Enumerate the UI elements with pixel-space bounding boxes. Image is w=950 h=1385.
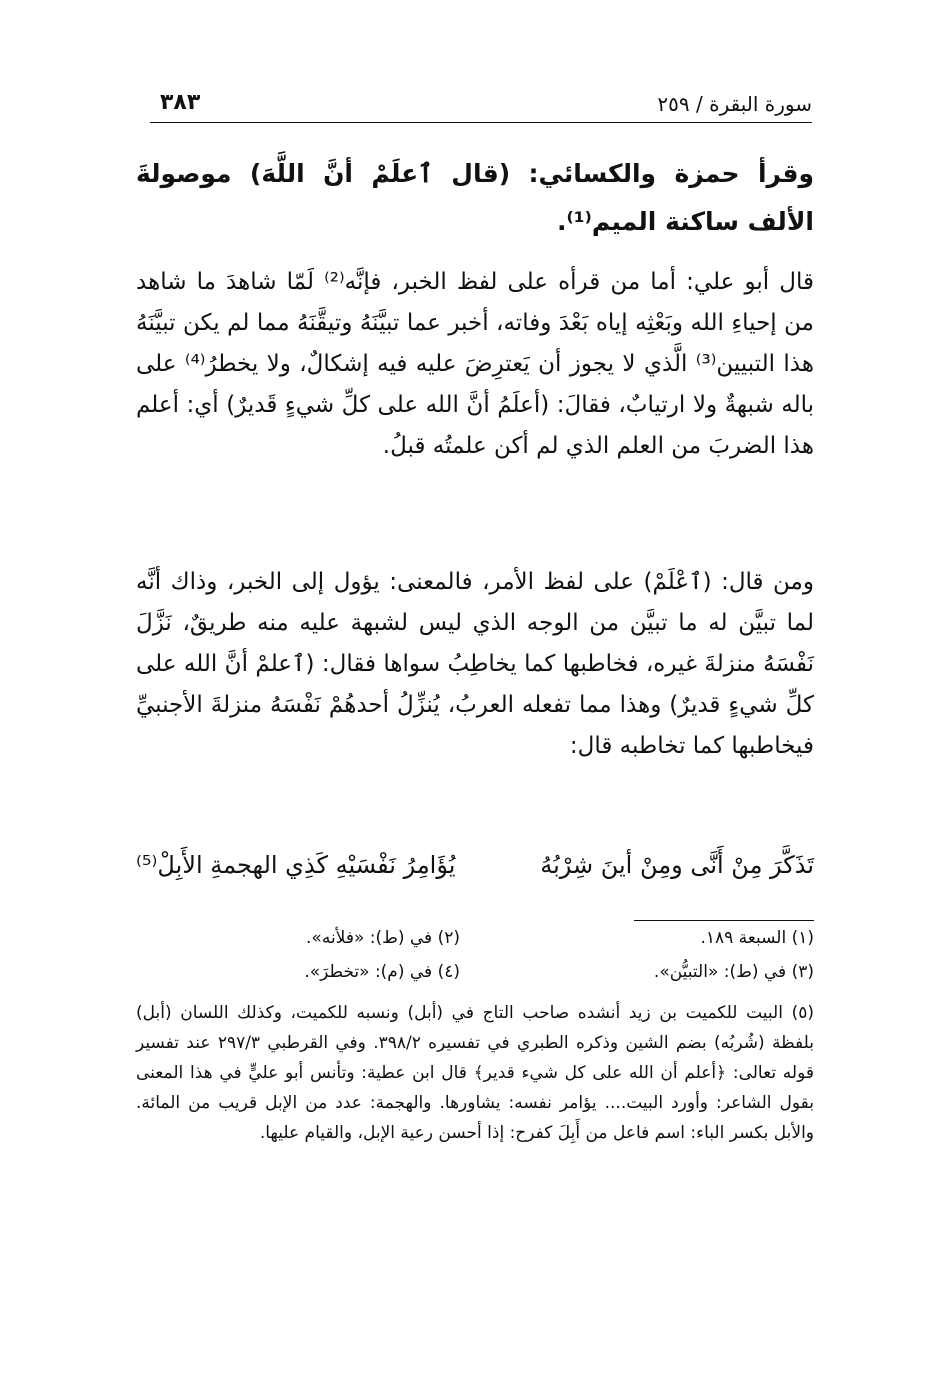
footnote-5: (٥) البيت للكميت بن زيد أنشده صاحب التاج في (أبل) ونسبه للكميت، وكذلك اللسان (أبل) بلفظة (شُربُه) بضم الشين وذكره الطبري في تفسيره ٣٩٨/٢. وفي القرطبي ٢٩٧/٣ عند تفسير قوله تعالى: ﴿أعلم أن الله على كل شيء قدير﴾ قال ابن عطية: وتأنس أبو عليٍّ في هذا المعنى بقول الشاعر: وأورد البيت.... يؤامر نفسه: يشاورها. والهجمة: عدد من الإبل قريب من المائة. والأبل بكسر الباء: اسم فاعل من أَبِلَ كفرح: إذا أحسن رعية الإبل، والقيام عليها. [136, 1003, 814, 1143]
abu-ali-paragraph: قال أبو علي: أما من قرأه على لفظ الخبر، فإنَّه⁽²⁾ لَمّا شاهدَ ما شاهد من إحياءِ الله وبَعْثِه إياه بَعْدَ وفاته، أخبر عما تبيَّنَهُ وتيقَّنَهُ مما لم يكن تبيَّنَهُ هذا التبيين⁽³⁾ الَّذي لا يجوز أن يَعترِضَ عليه فيه إشكالٌ، ولا يخطرُ⁽⁴⁾ على باله شبهةٌ ولا ارتيابٌ، فقالَ: (أعلَمُ أنَّ الله على كلِّ شيءٍ قَديرٌ) أي: أعلم هذا الضربَ من العلم الذي لم أكن علمتُه قبلُ. [136, 269, 815, 459]
page-header [150, 88, 812, 123]
footnote-2: (٢) في (ط): «فلأنه». [306, 928, 460, 948]
footnote-4: (٤) في (م): «تخطرَ». [304, 962, 460, 982]
qiraa-paragraph: وقرأ حمزة والكسائي: (قال ٱعلَمْ أنَّ اللَّهَ) موصولةَ الألف ساكنة الميم⁽¹⁾. [136, 159, 814, 236]
verse-first-hemistich: تَذَكَّرَ مِنْ أَنَّى ومِنْ أينَ شِرْبُهُ [540, 851, 814, 879]
footnote-1: (١) السبعة ١٨٩. [700, 928, 814, 948]
footnote-3: (٣) في (ط): «التبيُّن». [653, 962, 814, 982]
running-title: سورة البقرة / ٢٥٩ [657, 92, 812, 116]
footnote-divider [634, 920, 814, 921]
verse-second-hemistich: يُؤَامِرُ نَفْسَيْهِ كَذِي الهجمةِ الأَبِلْ⁽⁵⁾ [136, 851, 456, 879]
poetry-verse [136, 845, 814, 889]
amr-paragraph: ومن قال: (ٱعْلَمْ) على لفظ الأمر، فالمعنى: يؤول إلى الخبر، وذاك أنَّه لما تبيَّن له ما تبيَّن من الوجه الذي ليس لشبهة عليه منه طريقٌ، نَزَّلَ نَفْسَهُ منزلةَ غيره، فخاطبها كما يخاطِبُ سواها فقال: (ٱعلمْ أنَّ الله على كلِّ شيءٍ قديرٌ) وهذا مما تفعله العربُ، يُنزِّلُ أحدهُمْ نَفْسَهُ منزلةَ الأجنبيِّ فيخاطبها كما تخاطبه قال: [136, 569, 814, 759]
page-number: ٣٨٣ [160, 90, 201, 115]
